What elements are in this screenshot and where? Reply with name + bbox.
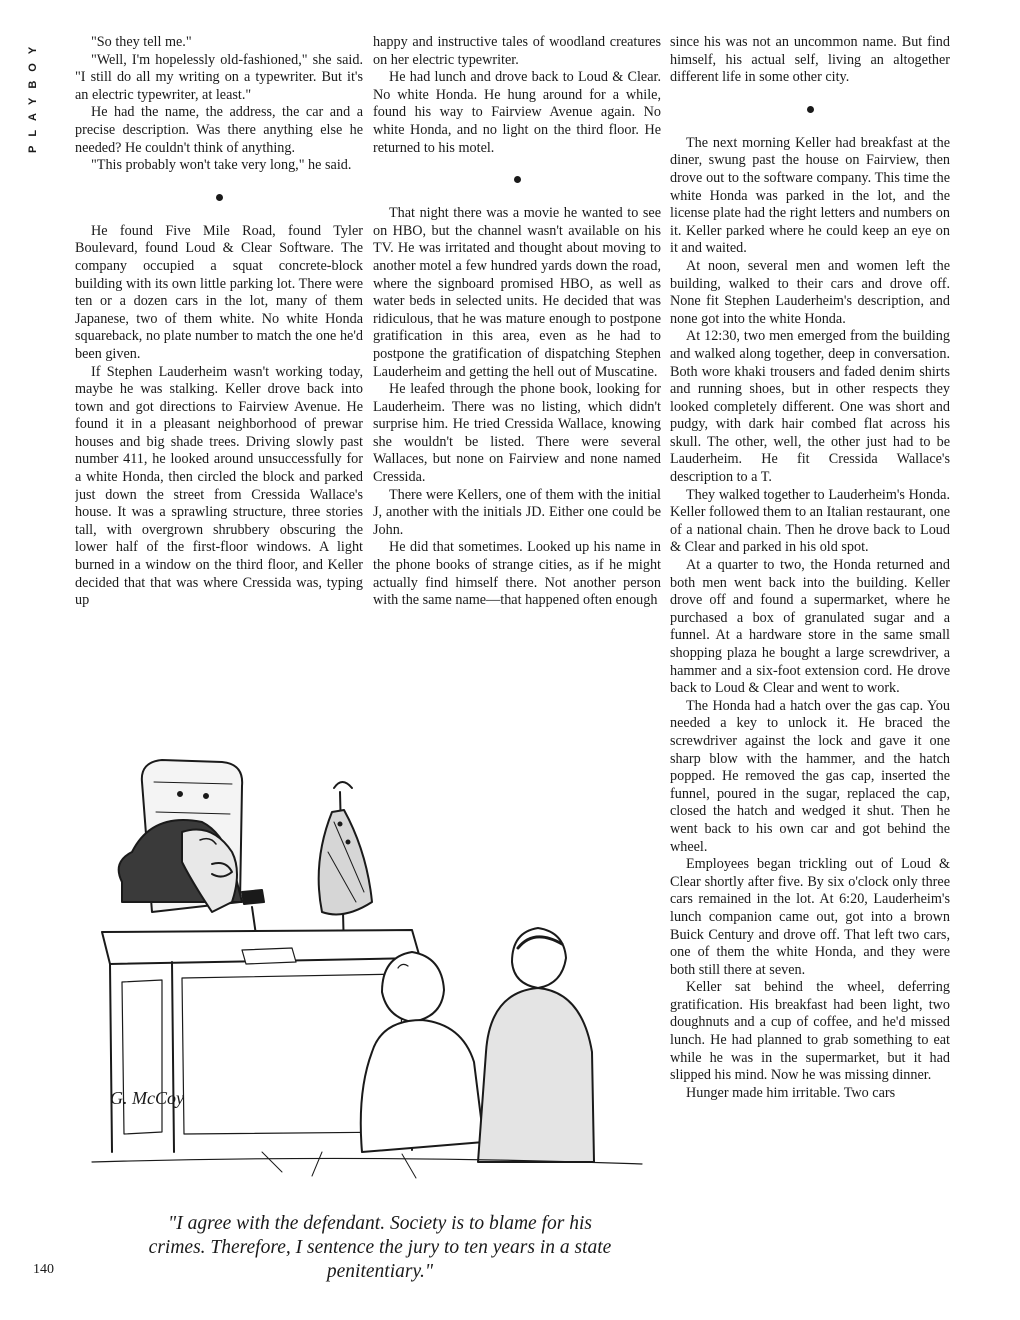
paragraph: The Honda had a hatch over the gas cap. You needed a key to unlock it. He braced the screwdriver against the lock and gave it one sharp blow with the hammer, and the hatch popped. He removed the gas cap, inserted the funnel, poured in the sugar, replaced the cap, closed the hatch and wedged it shut. Then he went back to his own car and got behind the wheel.	[670, 697, 950, 855]
paragraph: Hunger made him irritable. Two cars	[686, 1084, 896, 1101]
article-column-1	[75, 34, 363, 724]
paragraph: Keller sat behind the wheel, deferring gratification. His breakfast had been light, two doughnuts and a cup of coffee, and he'd missed lunch. He had planned to grab something to eat while he was in the supermarket, but it had slipped his mind. Now he was missing dinner.	[670, 979, 950, 1084]
section-break-bullet	[373, 171, 661, 185]
article-column-3	[670, 34, 950, 1284]
paragraph: happy and instructive tales of woodland creatures on her electric typewriter.	[373, 34, 661, 68]
section-break-bullet	[75, 189, 363, 203]
paragraph: At a quarter to two, the Honda returned and both men went back into the building. Keller drove off and found a supermarket, where he purchased a box of granulated sugar and a funnel. At a hardware store in the same small shopping plaza he bought a large screwdriver, a hammer and a six-foot extension cord. He drove back to Loud & Clear and went to work.	[670, 557, 950, 697]
paragraph: There were Kellers, one of them with the initial J, another with the initials JD. Either one could be John.	[373, 486, 661, 538]
paragraph: "This probably won't take very long," he said.	[91, 157, 352, 174]
paragraph: The next morning Keller had breakfast at the diner, swung past the house on Fairview, then drove out to the software company. This time the white Honda was parked in the lot, and the license plate had the right letters and numbers on it. Keller parked where he could keep an eye on it and waited.	[670, 134, 950, 257]
paragraph: If Stephen Lauderheim wasn't working today, maybe he was stalking. Keller drove back into town and got directions to Fairview Avenue. He found it in a pleasant neighborhood of prewar houses and big shade trees. Driving slowly past number 411, he looked around unsuccessfully for a white Honda, then circled the block and parked just down the street from Cressida Wallace's house. It was a sprawling structure, three stories tall, with overgrown shrubbery obscuring the lower half of the first-floor windows. A light burned in a window on the third floor, and Keller decided that that was where Cressida was, typing up	[75, 363, 363, 609]
paragraph: He leafed through the phone book, looking for Lauderheim. There was no listing, which didn't surprise him. He tried Cressida Wallace, knowing she wouldn't be listed. There were several Wallaces, but none on Fairview and none named Cressida.	[373, 381, 661, 486]
cartoonist-signature: G. McCoy	[110, 1088, 184, 1108]
paragraph: Employees began trickling out of Loud & Clear shortly after five. By six o'clock only three cars remained in the lot. At 6:20, Lauderheim's lunch companion came out, got into a brown Buick Century and drove off. That left two cars, one of them the white Honda, and they were both still there at seven.	[670, 856, 950, 978]
section-break-bullet	[670, 101, 950, 115]
paragraph: That night there was a movie he wanted to see on HBO, but the channel wasn't available on his TV. He was irritated and thought about moving to another motel a few hundred yards down the road, where the signboard promised HBO, as well as water beds in selected units. He decided that was ridiculous, that he was mature enough to postpone gratification in this area, even as he had to postpone the gratification of dispatching Stephen Lauderheim and getting the hell out of Muscatine.	[373, 205, 661, 380]
courtroom-cartoon	[82, 752, 648, 1192]
paragraph: He did that sometimes. Looked up his name in the phone books of strange cities, as if he might actually find himself there. Not another person with the same name—that happened often enough	[373, 539, 661, 609]
article-column-2	[373, 34, 661, 724]
paragraph: "So they tell me."	[91, 34, 192, 50]
paragraph: He found Five Mile Road, found Tyler Boulevard, found Loud & Clear Software. The company occupied a squat concrete-block building with its own little parking lot. There were ten or a dozen cars in the lot, many of them Japanese, two of them white. No white Honda squareback, no plate number to match the one he'd been given.	[75, 222, 363, 362]
cartoon-caption: "I agree with the defendant. Society is to blame for his crimes. Therefore, I sentence the jury to ten years in a state penitentiary."	[148, 1213, 612, 1282]
paragraph: "Well, I'm hopelessly old-fashioned," she said. "I still do all my writing on a typewriter. But it's an electric typewriter, at least."	[75, 51, 363, 103]
paragraph: He had the name, the address, the car and a precise description. Was there anything else he needed? He couldn't think of anything.	[75, 104, 363, 156]
paragraph: since his was not an uncommon name. But find himself, his actual self, living an altogether different life in some other city.	[670, 34, 950, 86]
paragraph: They walked together to Lauderheim's Honda. Keller followed them to an Italian restaurant, one of a national chain. Then he drove back to Loud & Clear and parked in his old spot.	[670, 486, 950, 556]
magazine-masthead: PLAYBOY	[27, 38, 39, 154]
paragraph: At 12:30, two men emerged from the building and walked along together, deep in conversation. Both wore khaki trousers and faded denim shirts and running shoes, but in other respects they looked completely different. One was short and pudgy, with dark hair combed flat across his skull. The other, well, the other just had to be Lauderheim. He fit Cressida Wallace's description to a T.	[670, 328, 950, 486]
page-number: 140	[33, 1262, 54, 1277]
paragraph: He had lunch and drove back to Loud & Clear. No white Honda. He hung around for a while, found his way to Fairview Avenue again. No white Honda, and no light on the third floor. He returned to his motel.	[373, 69, 661, 156]
paragraph: At noon, several men and women left the building, walked to their cars and drove off. None fit Stephen Lauderheim's description, and none got into the white Honda.	[670, 257, 950, 327]
